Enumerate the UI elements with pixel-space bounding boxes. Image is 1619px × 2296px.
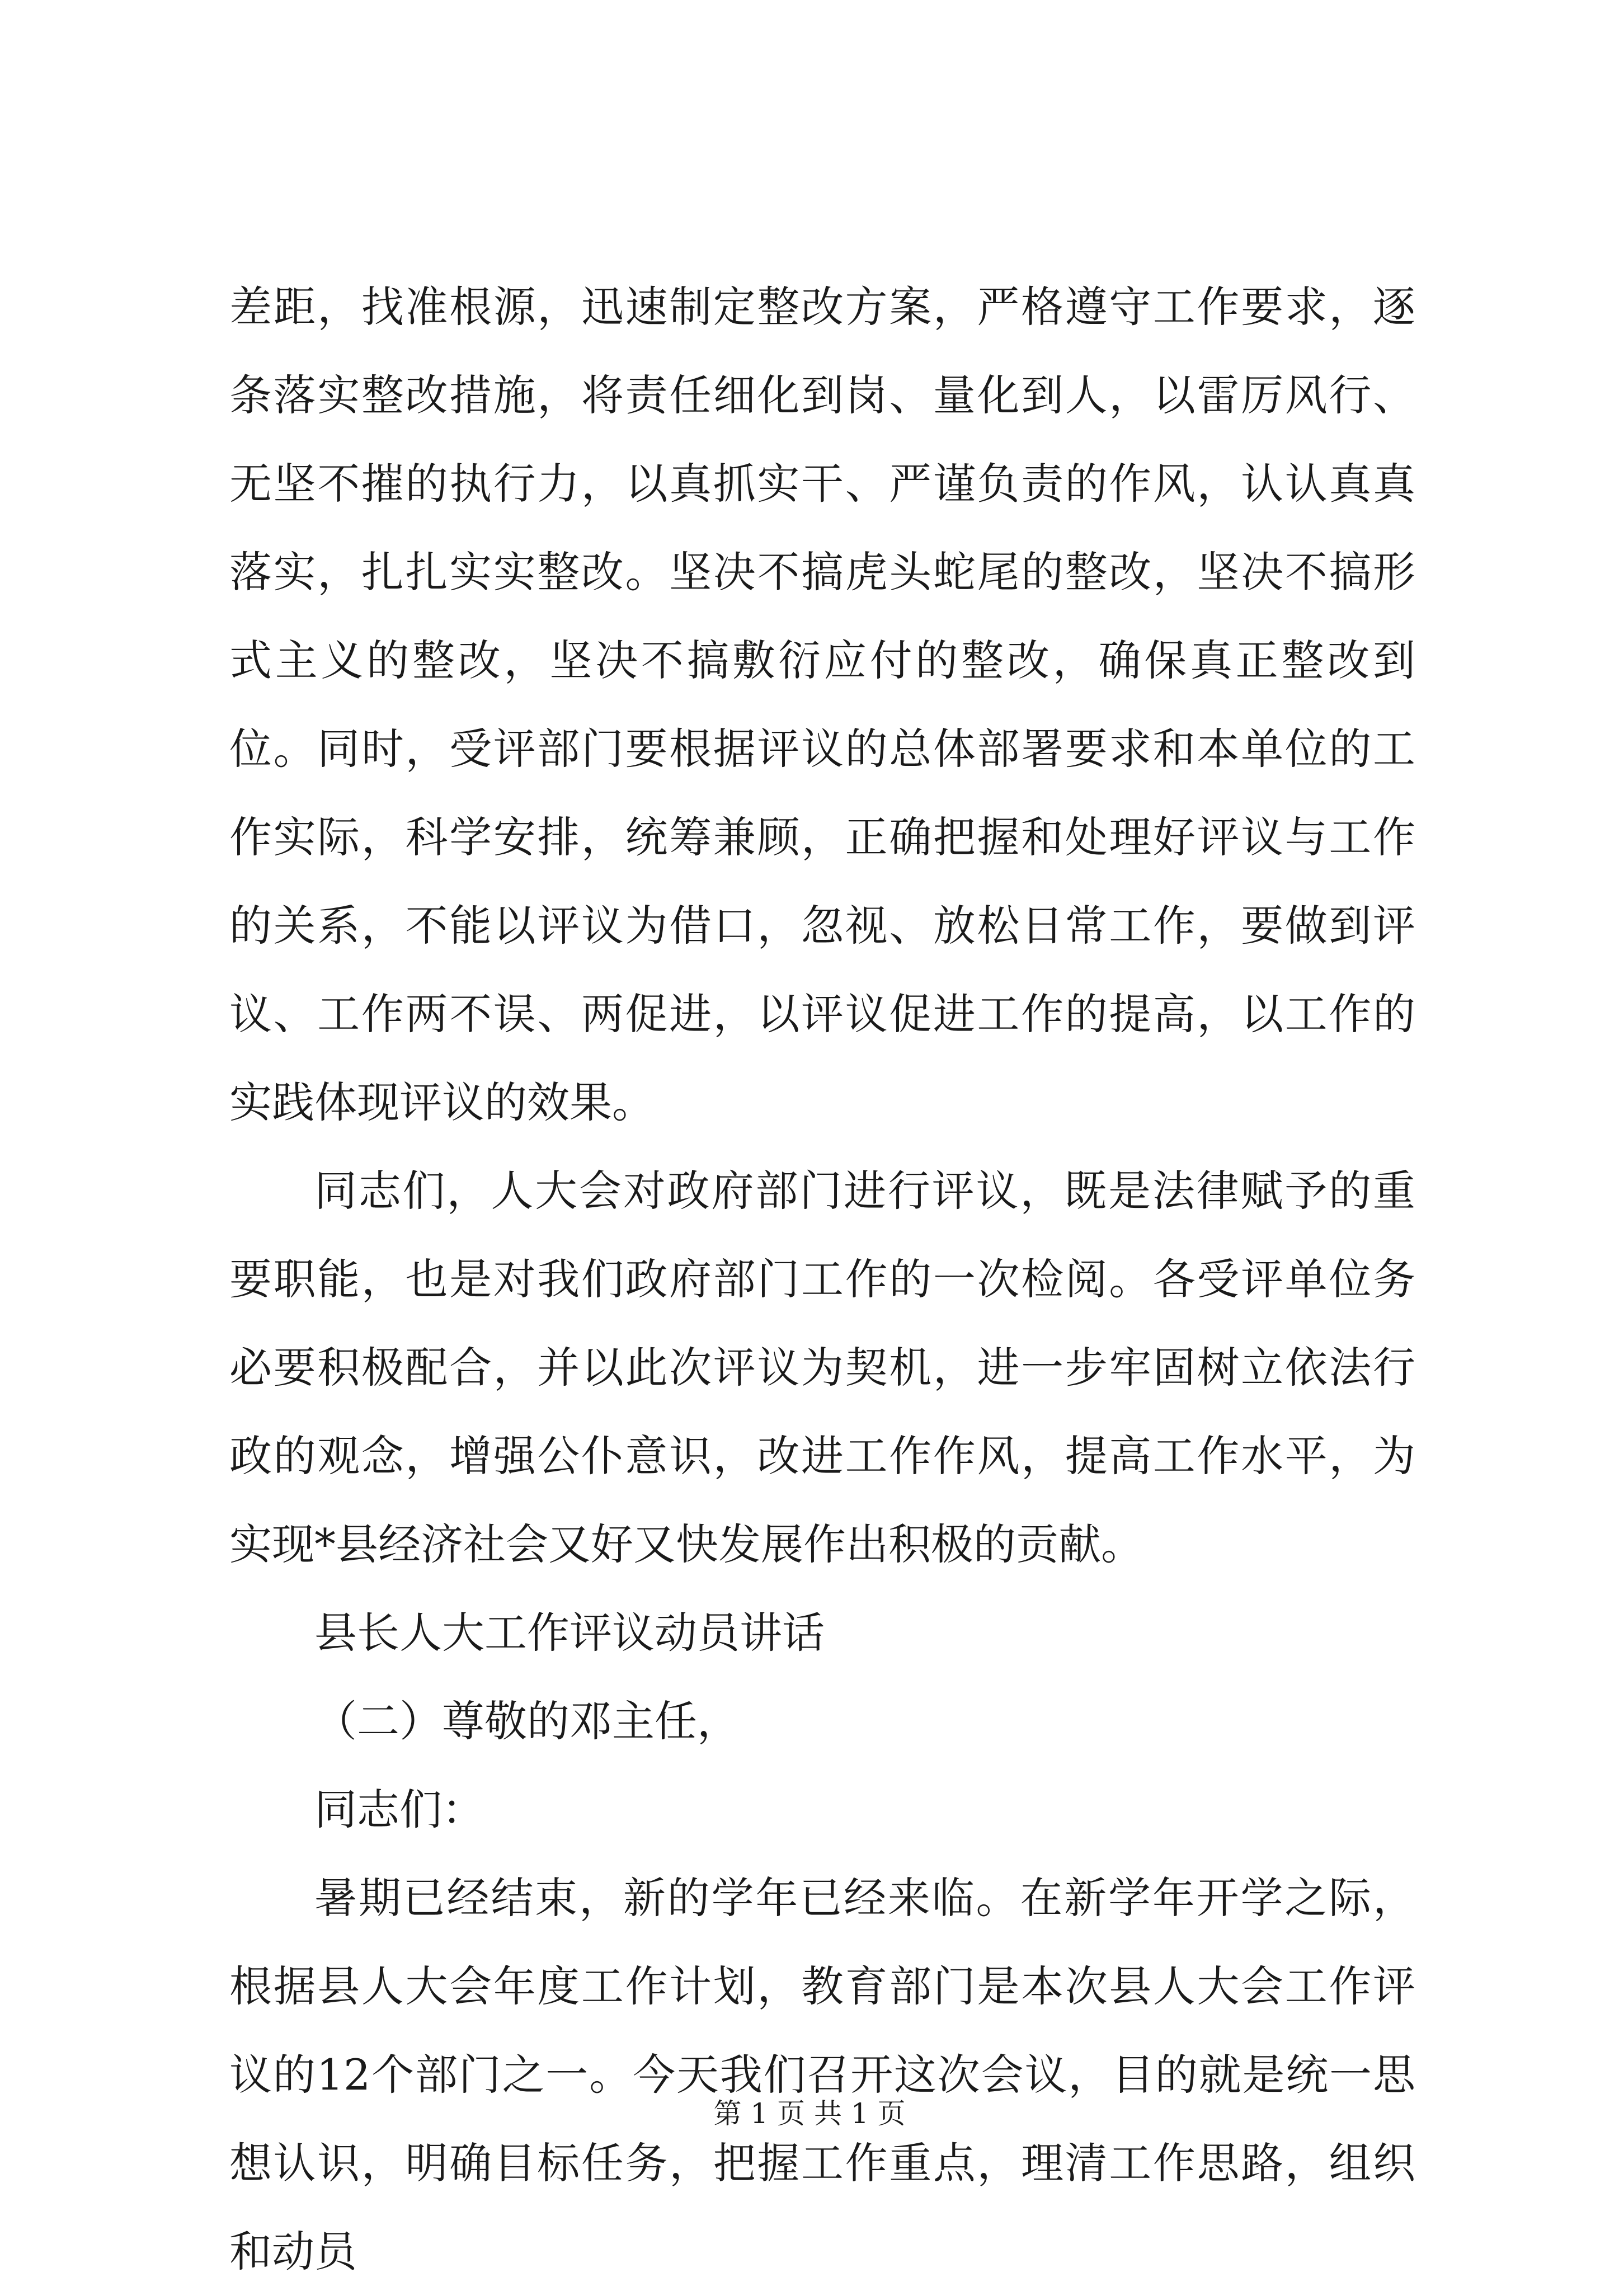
page-number-footer: 第 1 页 共 1 页 xyxy=(713,2097,906,2130)
document-body xyxy=(229,263,1415,2296)
section-title: 县长人大工作评议动员讲话 xyxy=(314,1608,825,1658)
salutation: （二）尊敬的邓主任， xyxy=(314,1696,740,1746)
paragraph-rectification: 差距，找准根源，迅速制定整改方案，严格遵守工作要求，逐条落实整改措施，将责任细化到岗、量化到人，以雷厉风行、无坚不摧的执行力，以真抓实干、严谨负责的作风，认认真真落实，扎扎实实整改。坚决不搞虎头蛇尾的整改，坚决不搞形式主义的整改，坚决不搞敷衍应付的整改，确保真正整改到位。同时，受评部门要根据评议的总体部署要求和本单位的工作实际，科学安排，统筹兼顾，正确把握和处理好评议与工作的关系，不能以评议为借口，忽视、放松日常工作，要做到评议、工作两不误、两促进，以评议促进工作的提高，以工作的实践体现评议的效果。 xyxy=(229,282,1415,1127)
salutation-comrades: 同志们： xyxy=(314,1785,484,1834)
paragraph-new-school-year: 暑期已经结束，新的学年已经来临。在新学年开学之际，根据县人大会年度工作计划，教育部门是本次县人大会工作评议的12个部门之一。今天我们召开这次会议，目的就是统一思想认识，明确目标任务，把握工作重点，理清工作思路，组织和动员 xyxy=(229,1873,1415,2276)
paragraph-comrades-appraisal: 同志们，人大会对政府部门进行评议，既是法律赋予的重要职能，也是对我们政府部门工作的一次检阅。各受评单位务必要积极配合，并以此次评议为契机，进一步牢固树立依法行政的观念，增强公仆意识，改进工作作风，提高工作水平，为实现*县经济社会又好又快发展作出积极的贡献。 xyxy=(229,1166,1415,1569)
